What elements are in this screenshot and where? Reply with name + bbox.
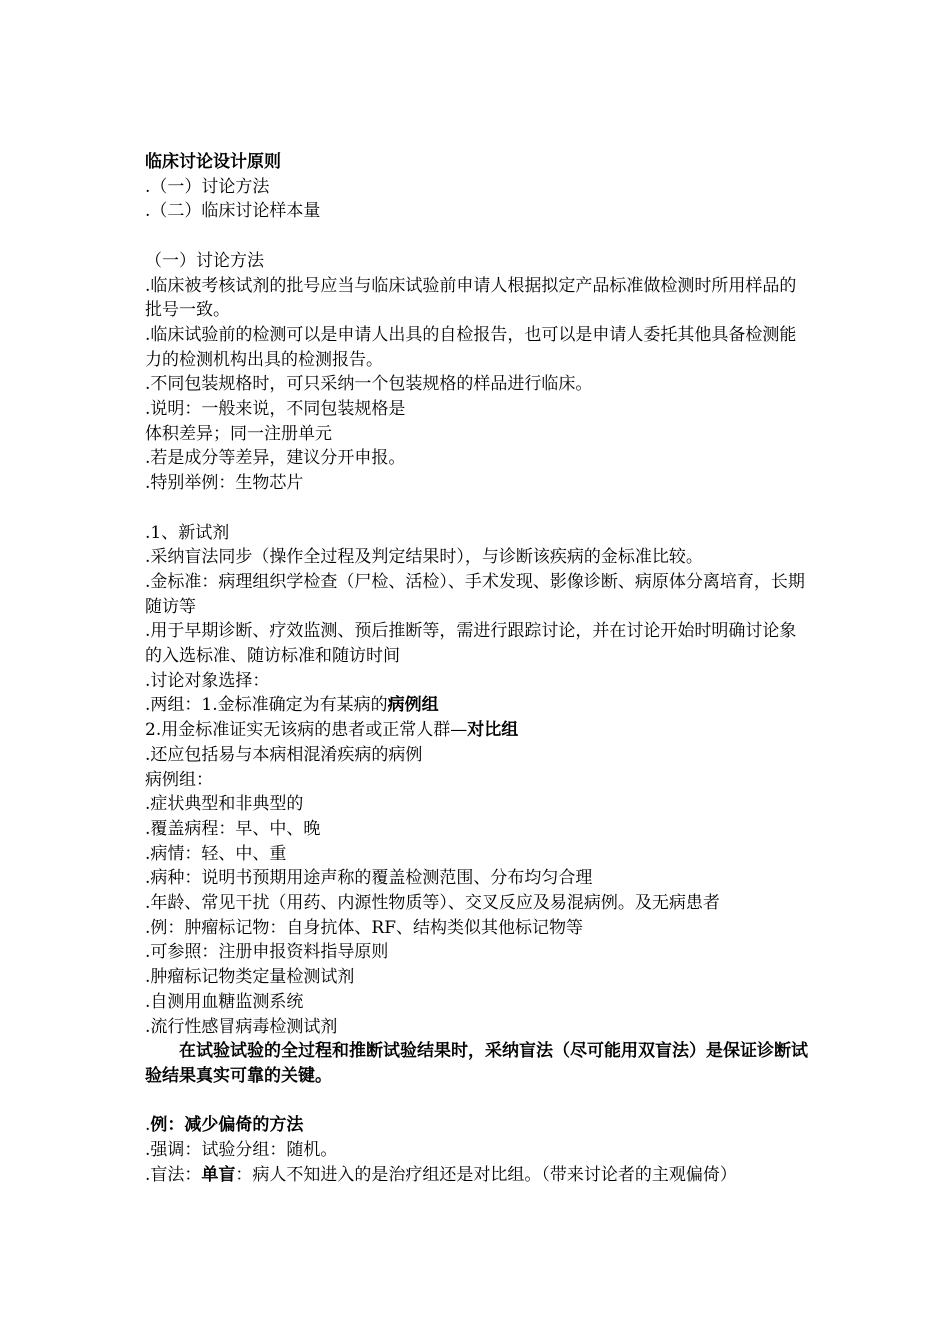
- section2-paragraph: [145, 718, 810, 743]
- spacer: [145, 1089, 810, 1114]
- bold-term: 病例组: [387, 695, 439, 716]
- paragraph-text: .两组：1.金标准确定为有某病的: [145, 695, 388, 716]
- document-page: [145, 150, 810, 1187]
- section1-paragraph: .不同包装规格时，可只采纳一个包装规格的样品进行临床。: [145, 374, 593, 395]
- paragraph-text: .盲法：: [145, 1164, 202, 1185]
- section1-paragraph: .说明：一般来说，不同包装规格是: [145, 399, 406, 420]
- section2-paragraph: .病情：轻、中、重: [145, 843, 287, 864]
- emphasis-paragraph: 在试验试验的全过程和推断试验结果时，采纳盲法（尽可能用双盲法）是保证诊断试验结果真实可靠的关键。: [145, 1041, 808, 1086]
- section2-paragraph: .流行性感冒病毒检测试剂: [145, 1016, 338, 1037]
- document-title: 临床讨论设计原则: [145, 152, 281, 172]
- heading-text: 例：减少偏倚的方法: [150, 1115, 304, 1136]
- spacer: [145, 496, 810, 521]
- section2-heading: .1、新试剂: [145, 522, 230, 543]
- paragraph-text: 2.用金标准证实无该病的患者或正常人群—: [145, 720, 468, 741]
- section1-paragraph: .临床被考核试剂的批号应当与临床试验前申请人根据拟定产品标准做检测时所用样品的批号一致。: [145, 275, 797, 321]
- section2-paragraph: .金标准：病理组织学检查（尸检、活检）、手术发现、影像诊断、病原体分离培育，长期随访等: [145, 571, 805, 617]
- section2-paragraph: .自测用血糖监测系统: [145, 991, 304, 1012]
- heading-prefix: .: [145, 1115, 151, 1136]
- bold-term: 单盲: [201, 1164, 236, 1185]
- toc-item-1: .（一）讨论方法: [145, 176, 270, 197]
- section2-paragraph: 病例组：: [145, 769, 213, 790]
- bold-term: 对比组: [467, 720, 519, 741]
- section1-paragraph: 体积差异；同一注册单元: [145, 423, 332, 444]
- spacer: [145, 224, 810, 249]
- section2-paragraph: .覆盖病程：早、中、晚: [145, 818, 321, 839]
- section3-paragraph: [145, 1163, 810, 1188]
- section2-paragraph: .年龄、常见干扰（用药、内源性物质等）、交叉反应及易混病例。及无病患者: [145, 893, 720, 914]
- section2-paragraph: .讨论对象选择：: [145, 670, 270, 691]
- section2-paragraph: .还应包括易与本病相混淆疾病的病例: [145, 744, 423, 765]
- paragraph-text: ：病人不知进入的是治疗组还是对比组。（带来讨论者的主观偏倚）: [235, 1164, 737, 1185]
- section2-paragraph: [145, 693, 810, 718]
- section1-heading: （一）讨论方法: [145, 250, 264, 271]
- section3-heading: [145, 1113, 810, 1138]
- section2-paragraph: .采纳盲法同步（操作全过程及判定结果时），与诊断该疾病的金标准比较。: [145, 547, 703, 568]
- section1-paragraph: .特别举例：生物芯片: [145, 473, 304, 494]
- section2-paragraph: .症状典型和非典型的: [145, 794, 304, 815]
- section3-paragraph: .强调：试验分组：随机。: [145, 1140, 338, 1161]
- section1-paragraph: .若是成分等差异，建议分开申报。: [145, 448, 406, 469]
- section2-paragraph: .病种：说明书预期用途声称的覆盖检测范围、分布均匀合理: [145, 868, 593, 889]
- toc-item-2: .（二）临床讨论样本量: [145, 201, 321, 222]
- section2-paragraph: .可参照：注册申报资料指导原则: [145, 942, 389, 963]
- section2-paragraph: .肿瘤标记物类定量检测试剂: [145, 967, 355, 988]
- section2-paragraph: .用于早期诊断、疗效监测、预后推断等，需进行跟踪讨论，并在讨论开始时明确讨论象的入选标准、随访标准和随访时间: [145, 621, 797, 667]
- section1-paragraph: .临床试验前的检测可以是申请人出具的自检报告，也可以是申请人委托其他具备检测能力的检测机构出具的检测报告。: [145, 324, 797, 370]
- section2-paragraph: .例：肿瘤标记物：自身抗体、RF、结构类似其他标记物等: [145, 917, 583, 938]
